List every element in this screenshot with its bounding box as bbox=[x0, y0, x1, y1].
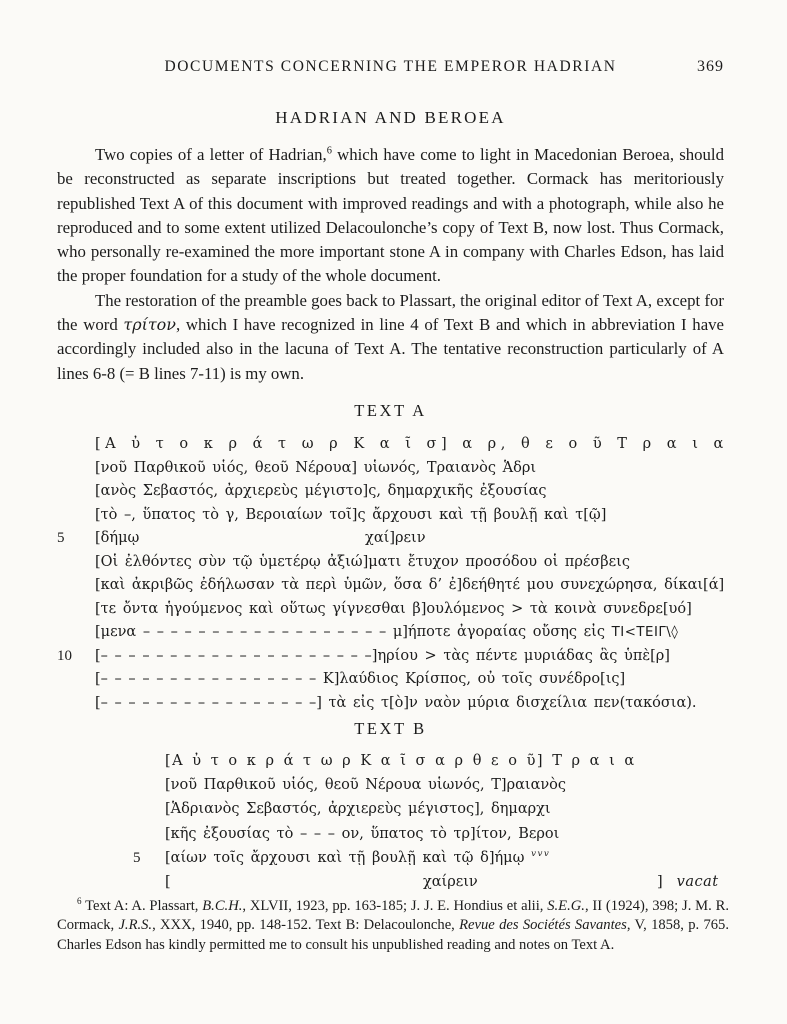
vacat-label: vacat bbox=[676, 874, 719, 891]
inscription-line: [– – – – – – – – – – – – – – – – Κ]λαύδιος Κρίσπος, οὐ τοῖς συνέδρο[ις] bbox=[95, 671, 626, 687]
text-a-line-2 bbox=[57, 457, 728, 481]
text-a-heading: TEXT A bbox=[354, 401, 427, 420]
text-b-line-5 bbox=[133, 846, 719, 870]
text-b-heading: TEXT B bbox=[354, 719, 427, 738]
greek-word-triton: τρίτον bbox=[123, 315, 176, 335]
paragraph-2-text: The restoration of the preamble goes back to Plassart, the original editor of Text A, except for the word bbox=[57, 290, 724, 335]
line-number: 10 bbox=[57, 647, 72, 664]
inscription-line: [Α ὐ τ ο κ ρ ά τ ω ρ Κ α ῖ σ] α ρ, θ ε ο ῦ Τ ρ α ι α bbox=[95, 436, 728, 452]
article-title: HADRIAN AND BEROEA bbox=[275, 108, 506, 127]
text-a-line-4 bbox=[57, 504, 728, 528]
text-a-inscription bbox=[57, 433, 728, 715]
inscription-line: [– – – – – – – – – – – – – – – – – – – –]ηρίου > τὰς πέντε μυριάδας ἃς ὑπὲ[ρ] bbox=[95, 647, 670, 664]
text-a-line-3 bbox=[57, 480, 728, 504]
epigraphic-letters: ΤΙ<ΤΕΙΓ\◊ bbox=[611, 625, 679, 640]
footnote-segment: S.E.G. bbox=[547, 898, 585, 914]
inscription-line: [ανὸς Σεβαστός, ἀρχιερεὺς μέγιστο]ς, δημαρχικῆς ἐξουσίας bbox=[95, 483, 547, 499]
text-b-line-3 bbox=[133, 797, 719, 821]
inscription-line: [τε ὄντα ἡγούμενος καὶ οὕτως γίγνεσθαι β]ουλόμενος > τὰ κοινὰ συνεδρε[υό] bbox=[95, 600, 692, 617]
text-a-line-12 bbox=[57, 692, 728, 716]
inscription-line: [νοῦ Παρθικοῦ υἱός, θεοῦ Νέρουα] υἱωνός, Τραιανὸς Ἁδρι bbox=[95, 459, 537, 476]
text-a-line-7 bbox=[57, 574, 728, 598]
paragraph-1-text: Two copies of a letter of Hadrian, bbox=[95, 145, 327, 164]
footnote-6 bbox=[57, 897, 729, 955]
inscription-line: [κῆς ἐξουσίας τὸ – – – ον, ὕπατος τὸ τρ]ίτον, Βεροι bbox=[165, 825, 560, 842]
inscription-line-text: [ χαίρειν ] bbox=[165, 874, 663, 891]
inscription-line: [νοῦ Παρθικοῦ υἱός, θεοῦ Νέρουα υἱωνός, Τ]ραιανὸς bbox=[165, 777, 567, 794]
inscription-line: [Οἱ ἐλθόντες σὺν τῷ ὑμετέρῳ ἀξιώ]ματι ἔτυχον προσόδου οἱ πρέσβεις bbox=[95, 553, 630, 570]
text-b-line-2 bbox=[133, 773, 719, 797]
footnote-segment: , V, 1858, p. 765. Charles Edson has kindly permitted me to consult his unpublished reading and notes on Text A. bbox=[57, 917, 729, 953]
inscription-line-text: [μενα – – – – – – – – – – – – – – – – – – μ]ήποτε ἀγοραίας οὔσης εἰς bbox=[95, 624, 612, 640]
inscription-line: [– – – – – – – – – – – – – – – –] τὰ εἰς τ[ὸ]ν ναὸν μύρια δισχείλια πεν(τακόσια). bbox=[95, 694, 697, 711]
footnote-segment: Revue des Sociétés Savantes bbox=[459, 917, 627, 934]
inscription-line: [Ἁδριανὸς Σεβαστός, ἀρχιερεὺς μέγιστος], δημαρχι bbox=[165, 801, 551, 818]
paragraph-2-continuation: , which I have recognized in line 4 of Text B and which in abbreviation I have accordingly included also in the lacuna of Text A. The tentative reconstruction particularly of A lines 6-8 (= B lines 7-11) is my own. bbox=[57, 315, 724, 383]
inscription-line: [τὸ –, ὕπατος τὸ γ, Βεροιαίων τοῖ]ς ἄρχουσι καὶ τῇ βουλῇ καὶ τ[ῷ] bbox=[95, 506, 607, 523]
inscription-line-text: [αίων τοῖς ἄρχουσι καὶ τῇ βουλῇ καὶ τῷ δ]ήμῳ bbox=[165, 849, 532, 866]
text-b-line-1 bbox=[133, 749, 719, 773]
text-b-line-6 bbox=[133, 870, 719, 894]
paragraph-2 bbox=[57, 289, 724, 386]
footnote-text bbox=[57, 897, 729, 955]
inscription-line bbox=[165, 846, 550, 870]
inscription-line: [Α ὐ τ ο κ ρ ά τ ω ρ Κ α ῖ σ α ρ θ ε ο ῦ] Τ ρ α ι α bbox=[165, 753, 636, 769]
footnote-segment: , XLVII, 1923, pp. 163-185; J. J. E. Hondius et alii, bbox=[242, 898, 548, 914]
text-b-line-4 bbox=[133, 822, 719, 846]
footnote-segment: J.R.S. bbox=[118, 917, 153, 934]
page-header bbox=[57, 58, 724, 78]
text-a-line-9 bbox=[57, 621, 728, 645]
footnote-segment: , II (1924), 398; J. M. R. Cormack, bbox=[57, 898, 729, 934]
text-a-line-6 bbox=[57, 551, 728, 575]
text-a-line-11 bbox=[57, 668, 728, 692]
inscription-line bbox=[95, 621, 678, 645]
footnote-segment: B.C.H. bbox=[202, 898, 243, 914]
footnote-reference-6: 6 bbox=[326, 145, 332, 157]
inscription-line: [καὶ ἀκριβῶς ἐδήλωσαν τὰ περὶ ὑμῶν, ὅσα δ’ ἐ]δεήθητέ μου συνεχώρησα, δίκαι[ά] bbox=[95, 577, 725, 593]
inscription-line: [δήμῳ χαί]ρειν bbox=[95, 530, 426, 546]
text-b-inscription bbox=[133, 749, 719, 894]
text-a-line-8 bbox=[57, 598, 728, 622]
paragraph-1 bbox=[57, 143, 724, 289]
inscription-line bbox=[165, 870, 719, 894]
footnote-segment: , XXX, 1940, pp. 148-152. Text B: Delacoulonche, bbox=[152, 917, 460, 934]
intro-text bbox=[57, 143, 724, 386]
text-a-line-10 bbox=[57, 645, 728, 669]
paragraph-1-continuation: which have come to light in Macedonian Beroea, should be reconstructed as separate inscriptions but treated together. Cormack has meritoriously republished Text A of this document with improved readings and with a photograph, while also he reproduced and to some extent utilized Delacoulonche’s copy of Text B, now lost. Thus Cormack, who personally re-examined the more important stone A in company with Charles Edson, has laid the proper foundation for a study of the whole document. bbox=[57, 145, 724, 286]
uninscribed-space-marks: vvv bbox=[531, 848, 551, 859]
page-number: 369 bbox=[697, 58, 724, 75]
running-title: DOCUMENTS CONCERNING THE EMPEROR HADRIAN bbox=[164, 58, 617, 75]
line-number: 5 bbox=[57, 530, 65, 546]
text-a-line-5 bbox=[57, 527, 728, 551]
footnote-segment: 6 bbox=[77, 896, 82, 907]
line-number: 5 bbox=[133, 849, 141, 866]
text-a-line-1 bbox=[57, 433, 728, 457]
footnote-segment: Text A: A. Plassart, bbox=[81, 898, 203, 914]
